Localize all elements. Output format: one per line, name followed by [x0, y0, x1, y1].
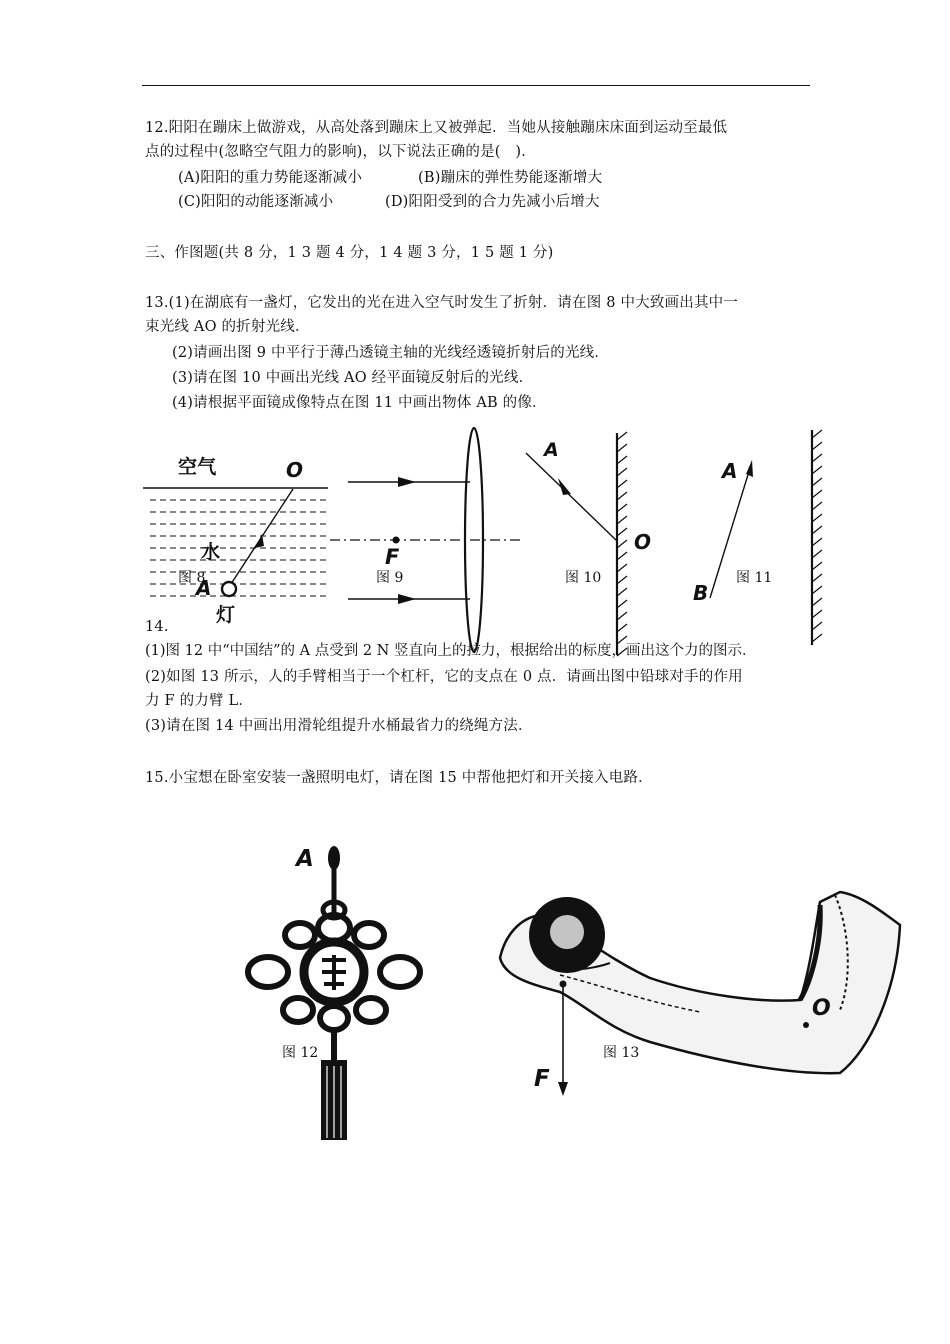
section-heading: 三、作图题(共 8 分，1 3 题 4 分，1 4 题 3 分，1 5 题 1 分): [145, 245, 554, 261]
q13-part3: (3)请在图 10 中画出光线 AO 经平面镜反射后的光线．: [172, 370, 534, 386]
fig8-water-label: 水: [201, 541, 221, 563]
fig9-caption: 图 9: [376, 570, 404, 586]
q14-part3: (3)请在图 14 中画出用滑轮组提升水桶最省力的绕绳方法．: [145, 718, 533, 734]
q14-part2-line2: 力 F 的力臂 L．: [145, 693, 254, 709]
fig12-caption: 图 12: [282, 1045, 319, 1061]
q15-text: 15.小宝想在卧室安装一盏照明电灯，请在图 15 中帮他把灯和开关接入电路．: [145, 770, 653, 786]
figure-12: [248, 846, 420, 1140]
fig8-point-a: A: [196, 576, 212, 600]
fig8-caption: 图 8: [178, 570, 206, 586]
q12-option-a: (A)阳阳的重力势能逐渐减小: [178, 170, 363, 186]
q13-line1: 13.(1)在湖底有一盏灯，它发出的光在进入空气时发生了折射．请在图 8 中大致画出其中一: [145, 295, 739, 311]
q14-number: 14.: [145, 619, 169, 635]
q12-option-c: (C)阳阳的动能逐渐减小: [178, 194, 334, 210]
fig11-point-b: B: [693, 581, 709, 605]
q13-part4: (4)请根据平面镜成像特点在图 11 中画出物体 AB 的像．: [172, 395, 547, 411]
fig9-focus-label: F: [385, 545, 400, 569]
fig11-caption: 图 11: [736, 570, 773, 586]
q14-part2-line1: (2)如图 13 所示，人的手臂相当于一个杠杆，它的支点在 0 点．请画出图中铅球对手的作用: [145, 669, 743, 685]
q12-line1: 12.阳阳在蹦床上做游戏，从高处落到蹦床上又被弹起．当她从接触蹦床床面到运动至最低: [145, 120, 728, 136]
fig8-lamp-label: 灯: [216, 604, 236, 626]
q12-option-d: (D)阳阳受到的合力先减小后增大: [385, 194, 600, 210]
q13-part2: (2)请画出图 9 中平行于薄凸透镜主轴的光线经透镜折射后的光线．: [172, 345, 610, 361]
fig8-point-o: O: [286, 458, 304, 482]
fig13-force-label: F: [534, 1066, 550, 1092]
q14-part1: (1)图 12 中“中国结”的 A 点受到 2 N 竖直向上的拉力，根据给出的标度，画出这个力的图示．: [145, 643, 757, 659]
fig10-point-o: O: [634, 530, 652, 554]
q12-line2: 点的过程中(忽略空气阻力的影响)，以下说法正确的是( )．: [145, 144, 536, 160]
fulcrum-o: [803, 1022, 809, 1028]
fig13-caption: 图 13: [603, 1045, 640, 1061]
q13-line2: 束光线 AO 的折射光线．: [145, 319, 310, 335]
knot-top-bead: [328, 846, 340, 870]
fig11-point-a: A: [722, 459, 738, 483]
fig8-air-label: 空气: [178, 456, 217, 478]
figure-13: [500, 892, 900, 1096]
fig13-point-o: O: [812, 996, 831, 1021]
fig12-point-a: A: [296, 846, 315, 872]
q12-option-b: (B)蹦床的弹性势能逐渐增大: [418, 170, 603, 186]
fig10-point-a: A: [544, 439, 559, 461]
fig10-caption: 图 10: [565, 570, 602, 586]
